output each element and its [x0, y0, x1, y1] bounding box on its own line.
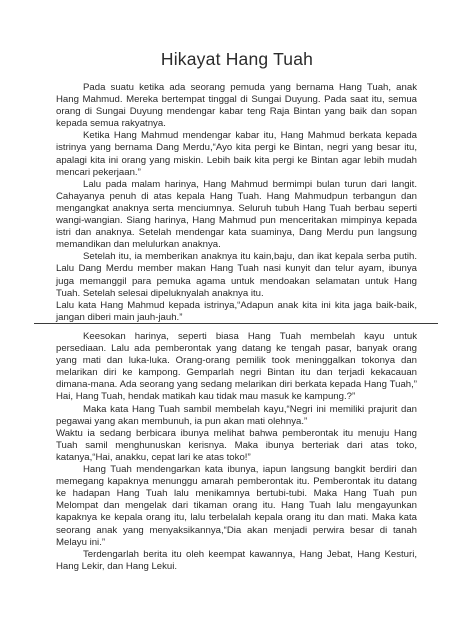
paragraph: Setelah itu, ia memberikan anaknya itu kain,baju, dan ikat kepala serba putih. Lalu Dang Merdu member makan Hang Tuah nasi kunyit dan telur ayam, ibunya juga memanggil para pemuka agama untuk mendoakan selamatan untuk Hang Tuah. Setelah selesai dipeluknyalah anaknya itu.	[56, 251, 417, 299]
paragraph: Lalu pada malam harinya, Hang Mahmud bermimpi bulan turun dari langit. Cahayanya penuh di atas kepala Hang Tuah. Hang Mahmudpun terbangun dan mengangkat anaknya serta menciumnya. Seluruh tubuh Hang Tuah berbau seperti wangi-wangian. Siang harinya, Hang Mahmud pun menceritakan mimpinya kepada istri dan anaknya. Setelah mendengar kata suaminya, Dang Merdu pun langsung memandikan dan melulurkan anaknya.	[56, 178, 417, 251]
page-title: Hikayat Hang Tuah	[160, 49, 314, 69]
paragraph: Keesokan harinya, seperti biasa Hang Tuah membelah kayu untuk persediaan. Lalu ada pemberontak yang datang ke tengah pasar, banyak orang yang mati dan luka-luka. Orang-orang pemilik took meninggalkan tokonya dan melarikan diri ke kampong. Gemparlah negri Bintan itu dan terjadi kekacauan dimana-mana. Ada seorang yang sedang melarikan diri berkata kepada Hang Tuah,” Hai, Hang Tuah, hendak matikah kau tidak mau masuk ke kampung.?”	[56, 331, 417, 403]
page-break-divider	[34, 323, 438, 324]
paragraph: Pada suatu ketika ada seorang pemuda yang bernama Hang Tuah, anak Hang Mahmud. Mereka bertempat tinggal di Sungai Duyung. Pada saat itu, semua orang di Sungai Duyung mendengar kabar teng Raja Bintan yang baik dan sopan kepada semua rakyatnya.	[56, 82, 417, 130]
paragraph: Waktu ia sedang berbicara ibunya melihat bahwa pemberontak itu menuju Hang Tuah samil menghunuskan kerisnya. Maka ibunya berteriak dari atas toko, katanya,“Hai, anakku, cepat lari ke atas toko!”	[56, 427, 417, 463]
story-part-two	[56, 331, 417, 573]
story-part-one	[56, 82, 417, 324]
paragraph: Lalu kata Hang Mahmud kepada istrinya,“Adapun anak kita ini kita jaga baik-baik, jangan diberi main jauh-jauh.”	[56, 299, 417, 323]
paragraph: Terdengarlah berita itu oleh keempat kawannya, Hang Jebat, Hang Kesturi, Hang Lekir, dan Hang Lekui.	[56, 548, 417, 572]
paragraph: Maka kata Hang Tuah sambil membelah kayu,“Negri ini memiliki prajurit dan pegawai yang akan membunuh, ia pun akan mati olehnya.”	[56, 403, 417, 427]
paragraph: Hang Tuah mendengarkan kata ibunya, iapun langsung bangkit berdiri dan memegang kapaknya menunggu amarah pemberontak itu. Pemberontak itu datang ke hadapan Hang Tuah lalu menikamnya bertubi-tubi. Maka Hang Tuah pun Melompat dan mengelak dari tikaman orang itu. Hang Tuah lalu mengayunkan kapaknya ke kepala orang itu, lalu terbelalah kepala orang itu dan mati. Maka kata seorang anak yang menyaksikannya,“Dia akan menjadi perwira besar di tanah Melayu ini.”	[56, 464, 417, 548]
paragraph: Ketika Hang Mahmud mendengar kabar itu, Hang Mahmud berkata kepada istrinya yang bernama Dang Merdu,“Ayo kita pergi ke Bintan, negri yang besar itu, apalagi kita ini orang yang miskin. Lebih baik kita pergi ke Bintan agar lebih mudah mencari pekerjaan.”	[56, 130, 417, 178]
